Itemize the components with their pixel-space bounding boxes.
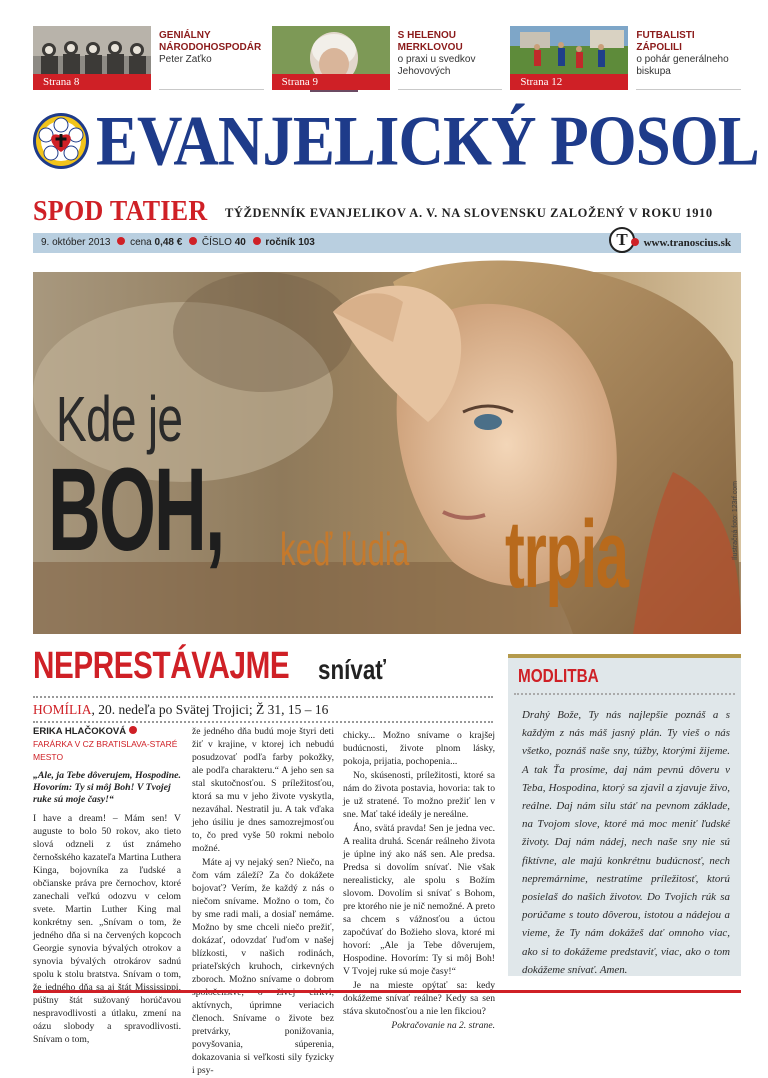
article-paragraph: Je na mieste opýtať sa: kedy dokážeme snívať reálne? Kedy sa sen stáva skutočnosťou a nie len fikciou? — [343, 980, 495, 1017]
article-paragraph: No, skúsenosti, príležitosti, ktoré sa nám do života postavia, hovoria: tak to je už stratené. To možno prežiť len v sne. Mať také ideály je nereálne. — [343, 770, 495, 820]
article-column-1 — [33, 725, 181, 1047]
divider — [514, 693, 735, 695]
masthead-title: EVANJELICKÝ POSOL — [96, 101, 759, 181]
issue-info-bar — [33, 230, 741, 253]
author-role: FARÁRKA V CZ BRATISLAVA-STARÉ MESTO — [33, 739, 178, 762]
prayer-title: MODLITBA — [518, 666, 599, 686]
teaser-subtitle: o pohár generálneho biskupa — [636, 54, 729, 77]
teaser-page-badge: Strana 12 — [510, 74, 628, 90]
teaser-headline: GENIÁLNY NÁRODOHOSPODÁR — [159, 30, 262, 53]
teaser-item[interactable] — [510, 26, 741, 90]
divider — [159, 89, 264, 90]
issue-label: ČÍSLO — [201, 237, 232, 248]
hero-image — [33, 272, 741, 634]
issue-date: 9. október 2013 — [41, 237, 111, 248]
teaser-item[interactable] — [33, 26, 264, 90]
masthead-subtitle: SPOD TATIER — [33, 194, 208, 227]
masthead — [32, 101, 759, 181]
article-column-3 — [343, 729, 495, 1033]
bullet-icon — [189, 237, 197, 245]
divider — [398, 89, 503, 90]
prayer-box — [508, 654, 741, 976]
hero-headline-line4: trpia — [505, 501, 628, 608]
prayer-header — [508, 654, 741, 694]
photo-credit: Ilustračná foto: 123rf.com — [732, 481, 739, 560]
teaser-subtitle: Peter Zaťko — [159, 54, 212, 65]
price-label: cena — [130, 237, 152, 248]
article-column-2 — [192, 725, 334, 1078]
prayer-text: Drahý Bože, Ty nás najlepšie poznáš a s každým z nás máš jasný plán. Ty vieš o nás všetko, poznáš naše sny, túžby, ktorými žijeme. A tak Ťa prosíme, daj nám pevnú dôveru v Teba, Hospodina, ktorý sa zjavil a zjavuje živo, reálne. Daj nám silu stáť na pevnom základe, na Tvojom slove, ktoré má moc meniť ľudské životy. Daj nám nádej, nech naše sny nie sú fiktívne, ale majú konkrétnu budúcnosť, nech nepremárnime, nestratíme príležitosť, ktorú posielaš do našich životov. Do Tvojich rúk sa porúčame s touto dôverou, istotou a nádejou a vieme, že Ty nám dokážeš dať omnoho viac, ako si to dokážeme predstaviť, viac, ako o tom dokážeme snívať. Amen. — [522, 709, 730, 976]
volume-label: ročník — [265, 237, 296, 248]
masthead-subhead — [33, 196, 741, 232]
article-headline — [33, 645, 387, 691]
volume-number: 103 — [298, 237, 315, 248]
article-headline-black: snívať — [318, 654, 387, 685]
homily-line — [33, 702, 328, 718]
hero-headline-line2: BOH, — [48, 444, 224, 576]
teaser-page-badge: Strana 8 — [33, 74, 151, 90]
article-paragraph: chicky... Možno snívame o krajšej budúcnosti, živote plnom lásky, pokoja, prijatia, pochopenia... — [343, 730, 495, 767]
teaser-headline: S HELENOU MERKLOVOU — [397, 30, 463, 53]
continued-link[interactable]: Pokračovanie na 2. strane. — [391, 1020, 495, 1031]
homily-label: HOMÍLIA — [33, 702, 92, 717]
article-paragraph: I have a dream! – Mám sen! V auguste to bolo 50 rokov, ako tieto slová odzneli z úst známeho černošského kazateľa Martina Luthera Kinga, bojovníka za ľudské a občianske práva pre černochov, ktoré zanechali veľkú odozvu v celom svete. Martin Luther King mal konkrétny sen. „Snívam o tom, že jedného dňa si na červených kopcoch Georgie synovia bývalých otrokov a synovia bývalých otrokárov sadnú spolu k stolu bratstva. Snívam o tom, že jedného dňa sa aj štát Mississippi, púštny štát sužovaný horúčavou nespravodlivosti a útlaku, zmení na oázu slobody a spravodlivosti. Snívam o tom, — [33, 813, 181, 1045]
footer-rule — [33, 990, 741, 993]
article-paragraph: Áno, svätá pravda! Sen je jedna vec. A realita druhá. Scenár reálneho života je úplne iný ako náš sen. Ale predsa. Predsa si dovolím snívať. Nie však nerealisticky, ale spolu s Božím slovom. Dovolím si snívať s Bohom, pre ktorého nie je nič nemožné. A preto sa chcem s vážnosťou a úctou započúvať do Božieho slova, ktoré mi hovorí: „Ale ja Tebe dôverujem, Hospodine. Hovorím: Ty si môj Boh! V Tvojej ruke sú moje časy!“ — [343, 823, 495, 977]
divider — [636, 89, 741, 90]
issue-number: 40 — [234, 237, 246, 248]
teaser-subtitle: o praxi u svedkov Jehovových — [397, 54, 476, 77]
author-name: ERIKA HLAČOKOVÁ — [33, 725, 181, 738]
article-paragraph: že jedného dňa budú moje štyri deti žiť v krajine, v ktorej ich nebudú posudzovať podľa farby pokožky, ale podľa charakteru.“ A jeho sen sa stal skutočnosťou. S príležitosťou, ktorá sa mu v jeho živote vyskytla, nezaváhal. Nestratil ju. A tak vďaka jeho úsiliu je dnes samozrejmosťou to, čo pred vyše 50 rokmi nebolo možné. — [192, 726, 334, 854]
article-headline-red: NEPRESTÁVAJME — [33, 645, 290, 687]
divider — [33, 721, 493, 723]
masthead-tagline: TÝŽDENNÍK EVANJELIKOV A. V. NA SLOVENSKU ZALOŽENÝ V ROKU 1910 — [225, 206, 713, 220]
teaser-headline: FUTBALISTI ZÁPOLILI — [636, 30, 695, 53]
tranoscius-logo-icon: T — [609, 227, 635, 253]
bullet-icon — [253, 237, 261, 245]
teaser-page-badge: Strana 9 — [272, 74, 390, 90]
article-lede: „Ale, ja Tebe dôverujem, Hospodine. Hovorím: Ty si môj Boh! V Tvojej ruke sú moje časy!“ — [33, 770, 181, 805]
price-value: 0,48 € — [154, 237, 183, 248]
hero-headline-line3: keď ľudia — [280, 523, 410, 575]
author-icon — [129, 726, 137, 734]
article-paragraph: Máte aj vy nejaký sen? Niečo, na čom vám záleží? Za čo dokážete bojovať? Verím, že každý z nás o niečom snívame. Možno o tom, čo by sme radi mali, a dosiaľ nemáme. Možno by sme chceli niečo prežiť, dokázať, odovzdať ľuďom v našej blízkosti, v našich rodinách, priateľských kruhoch, cirkevných zboroch. Možno snívame o dobrom spoločenstve, o živej cirkvi, aktívnych, úprimne veriacich členoch. Snívame o živote bez pretvárky, ponižovania, povyšovania, súperenia, dokazovania si veľkosti sily fyzicky i psy- — [192, 857, 334, 1076]
bullet-icon — [117, 237, 125, 245]
bullet-icon — [631, 238, 639, 246]
luther-rose-icon — [32, 112, 90, 170]
divider — [33, 696, 493, 698]
website-link[interactable]: www.tranoscius.sk — [627, 233, 731, 253]
homily-reference: , 20. nedeľa po Svätej Trojici; Ž 31, 15 – 16 — [91, 702, 329, 717]
hero-headline-line1: Kde je — [56, 383, 183, 455]
teaser-item[interactable] — [272, 26, 503, 90]
teaser-strip — [33, 26, 741, 90]
